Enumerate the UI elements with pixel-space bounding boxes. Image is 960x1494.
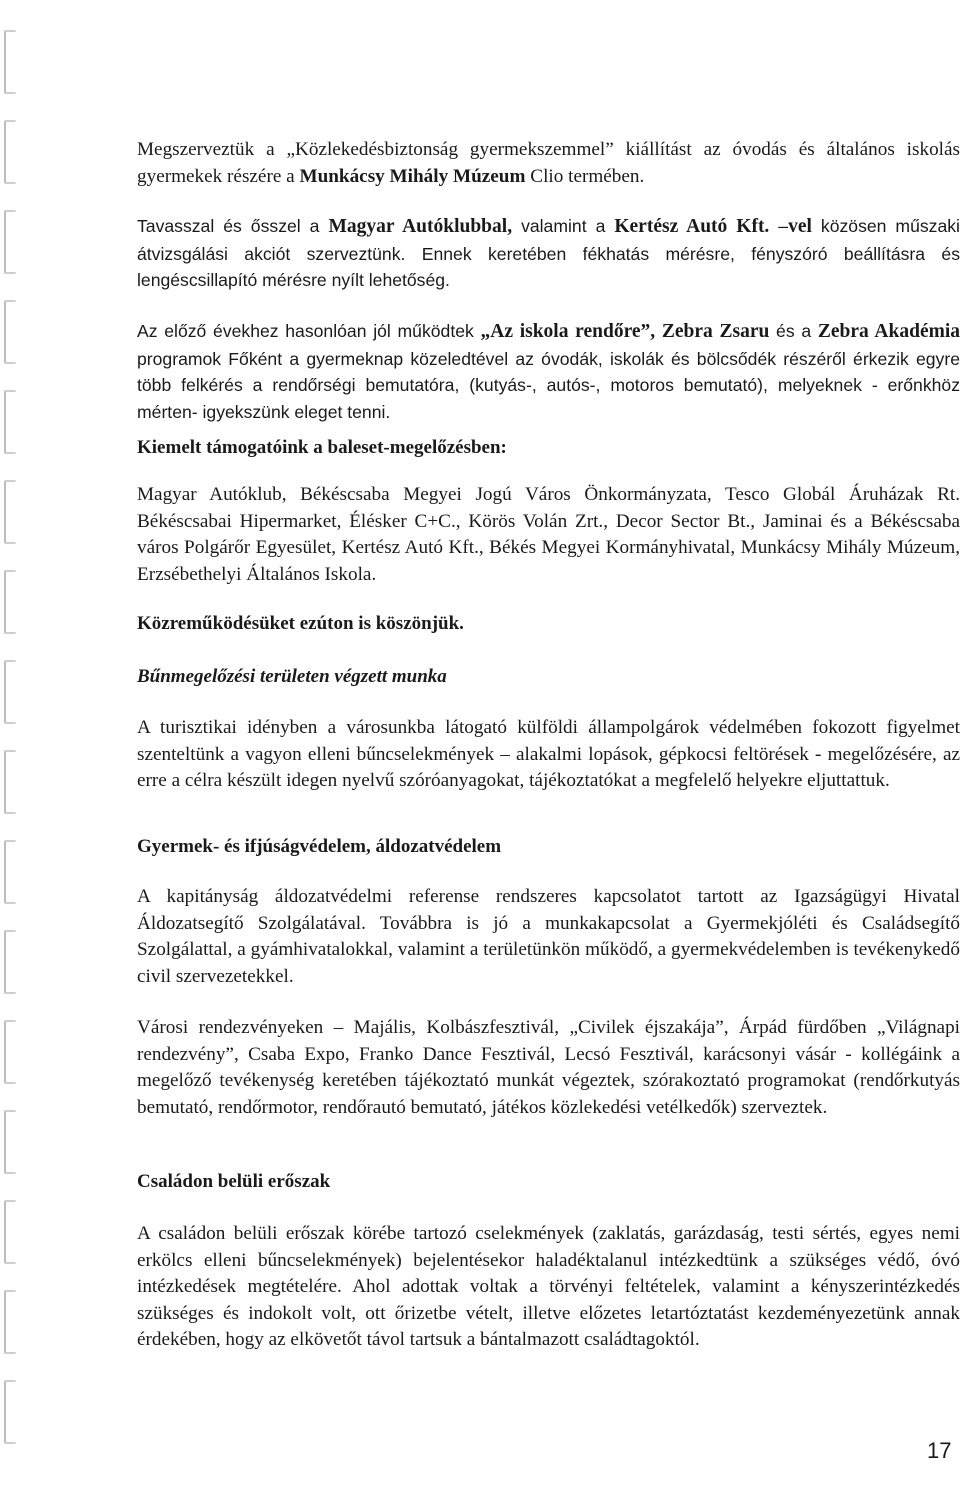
bold-text: Kertész Autó Kft. (614, 216, 770, 237)
paragraph-tourist-season: A turisztikai idényben a városunkba látogató külföldi állampolgárok védelmében fokozott figyelmet szenteltünk a vagyon elleni bűncselekmények – alakalmi lopások, gépkocsi feltörések - megelőzésére, az erre a célra készült idegen nyelvű szóróanyagokat, tájékoztatókat a megfelelő helyekre eljuttattuk. (137, 717, 960, 791)
bold-text: „Az iskola rendőre”, Zebra Zsaru (480, 321, 770, 342)
paragraph-victim-support: A kapitányság áldozatvédelmi referense rendszeres kapcsolatot tartott az Igazságügyi Hivatal Áldozatsegítő Szolgálatával. Továbbra is jó a munkakapcsolat a Gyermekjóléti és Családsegítő Szolgálattal, a gyámhivatalokkal, valamint a területünkön működő, a gyermekvédelemben is tevékenykedő civil szervezetekkel. (137, 886, 960, 987)
bold-text: Munkácsy Mihály Múzeum (299, 165, 526, 187)
text: és a (769, 321, 818, 341)
text: Az előző évekhez hasonlóan jól működtek (137, 321, 481, 341)
heading-crime-prevention: Bűnmegelőzési területen végzett munka (137, 666, 447, 687)
bold-text: Zebra Akadémia (817, 321, 960, 342)
paragraph-exhibition (137, 137, 960, 190)
paragraph-domestic-violence: A családon belüli erőszak körébe tartozó cselekmények (zaklatás, garázdaság, testi sértés, egyes nemi erkölcs elleni bűncselekmények) bejelentésekor haladéktalanul intézkedtünk a szükséges védő, óvó intézkedések megtételére. Ahol adottak voltak a törvényi feltételek, valamint a kényszerintézkedés szükséges és indokolt volt, ott őrizetbe vételt, illetve előzetes letartóztatást kezdeményezetünk annak érdekében, hogy az elkövetőt távol tartsuk a bántalmazott családtagoktól. (137, 1223, 960, 1350)
text: Clio termében. (525, 165, 645, 187)
heading-domestic-violence: Családon belüli erőszak (137, 1171, 331, 1192)
text: Tavasszal és ősszel a (137, 216, 329, 236)
heading-thanks: Közreműködésüket ezúton is köszönjük. (137, 613, 464, 634)
binding-marks (0, 0, 24, 1494)
text: programok Főként a gyermeknap közeledtével az óvodák, iskolák és bölcsődék részéről érkezik egyre több felkérés a rendőrségi bemutatóra, (kutyás-, autós-, motoros bemutató), melyeknek - erőnkhöz mérten- igyekszünk eleget tenni. (137, 348, 960, 422)
bold-text: vel (788, 216, 812, 237)
heading-youth-protection: Gyermek- és ifjúságvédelem, áldozatvédelem (137, 836, 502, 857)
paragraph-programs (137, 318, 960, 425)
text: – (769, 216, 789, 236)
heading-supporters: Kiemelt támogatóink a baleset-megelőzésben: (137, 437, 507, 458)
paragraph-vehicle-check (137, 213, 960, 294)
paragraph-supporters-list: Magyar Autóklub, Békéscsaba Megyei Jogú Város Önkormányzata, Tesco Globál Áruházak Rt. Békéscsabai Hipermarket, Élésker C+C., Körös Volán Zrt., Decor Sector Bt., Jaminai és a Békéscsaba város Polgárőr Egyesület, Kertész Autó Kft., Békés Megyei Kormányhivatal, Munkácsy Mihály Múzeum, Erzsébethelyi Általános Iskola. (137, 484, 960, 585)
bold-text: Magyar Autóklubbal, (328, 216, 513, 237)
page-number: 17 (927, 1438, 952, 1463)
paragraph-city-events: Városi rendezvényeken – Majális, Kolbászfesztivál, „Civilek éjszakája”, Árpád fürdőben „Világnapi rendezvény”, Csaba Expo, Franko Dance Fesztivál, Lecsó Fesztivál, karácsonyi vásár - kollégáink a megelőző tevékenység keretében tájékoztató munkát végeztek, szórakoztató programokat (rendőrkutyás bemutató, rendőrmotor, rendőrautó bemutató, játékos közlekedési vetélkedők) szerveztek. (137, 1017, 960, 1118)
text: közösen műszaki átvizsgálási akciót szerveztünk. Ennek keretében fékhatás mérésre, fényszóró beállításra és lengéscsillapító mérésre nyílt lehetőség. (137, 216, 960, 290)
text: valamint a (512, 216, 615, 236)
text: Megszerveztük a „Közlekedésbiztonság gyermekszemmel” kiállítást az óvodás és általános iskolás gyermekek részére a (137, 139, 960, 187)
